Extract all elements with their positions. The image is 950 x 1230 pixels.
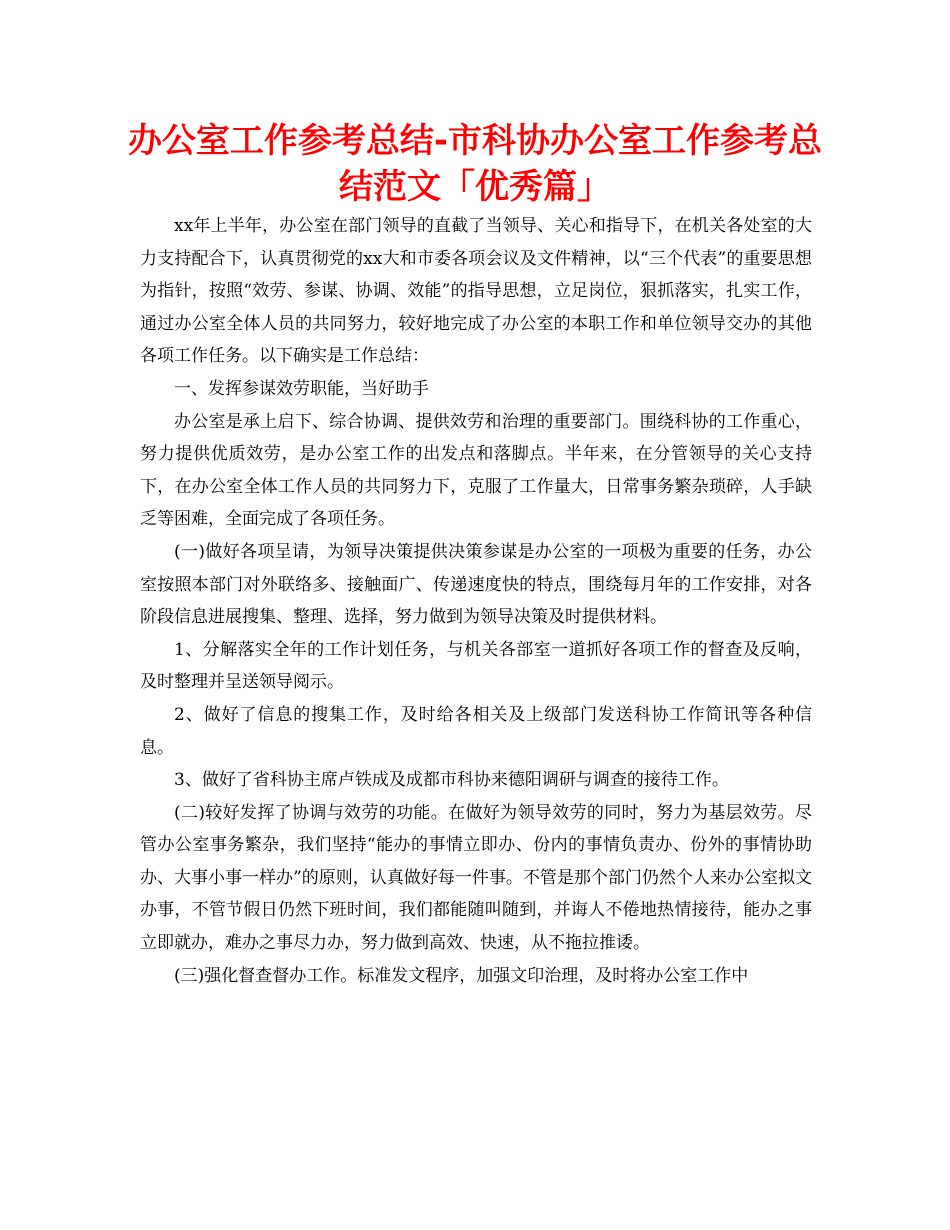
list-item-3: 3、做好了省科协主席卢铁成及成都市科协来德阳调研与调查的接待工作。 xyxy=(174,770,729,791)
document-body xyxy=(140,210,812,992)
paragraph-office-role: 办公室是承上启下、综合协调、提供效劳和治理的重要部门。围绕科协的工作重心，努力提供优质效劳，是办公室工作的出发点和落脚点。半年来，在分管领导的关心支持下，在办公室全体工作人员的共同努力下，克服了工作量大，日常事务繁杂琐碎，人手缺乏等困难，全面完成了各项任务。 xyxy=(140,411,812,530)
list-item-1: 1、分解落实全年的工作计划任务，与机关各部室一道抓好各项工作的督查及反响，及时整理并呈送领导阅示。 xyxy=(140,639,812,693)
paragraph-intro: xx年上半年，办公室在部门领导的直截了当领导、关心和指导下，在机关各处室的大力支持配合下，认真贯彻党的xx大和市委各项会议及文件精神，以“三个代表”的重要思想为指针，按照“效劳、参谋、协调、效能”的指导思想，立足岗位，狠抓落实，扎实工作，通过办公室全体人员的共同努力，较好地完成了办公室的本职工作和单位领导交办的其他各项工作任务。以下确实是工作总结： xyxy=(140,216,812,367)
paragraph-item-3: (三)强化督查督办工作。标准发文程序，加强文印治理，及时将办公室工作中 xyxy=(174,965,749,986)
paragraph-item-1: (一)做好各项呈请，为领导决策提供决策参谋是办公室的一项极为重要的任务，办公室按照本部门对外联络多、接触面广、传递速度快的特点，围绕每月年的工作安排，对各阶段信息进展搜集、整理、选择，努力做到为领导决策及时提供材料。 xyxy=(140,541,812,628)
document-title: 办公室工作参考总结-市科协办公室工作参考总结范文「优秀篇」 xyxy=(127,121,823,207)
paragraph-item-2: (二)较好发挥了协调与效劳的功能。在做好为领导效劳的同时，努力为基层效劳。尽管办公室事务繁杂，我们坚持“能办的事情立即办、份内的事情负责办、份外的事情协助办、大事小事一样办”的原则，认真做好每一件事。不管是那个部门仍然个人来办公室拟文办事，不管节假日仍然下班时间，我们都能随叫随到，并诲人不倦地热情接待，能办之事立即就办，难办之事尽力办，努力做到高效、快速，从不拖拉推诿。 xyxy=(140,802,812,954)
section-heading-1: 一、发挥参谋效劳职能，当好助手 xyxy=(174,378,429,399)
list-item-2: 2、做好了信息的搜集工作，及时给各相关及上级部门发送科协工作简讯等各种信息。 xyxy=(140,704,812,758)
